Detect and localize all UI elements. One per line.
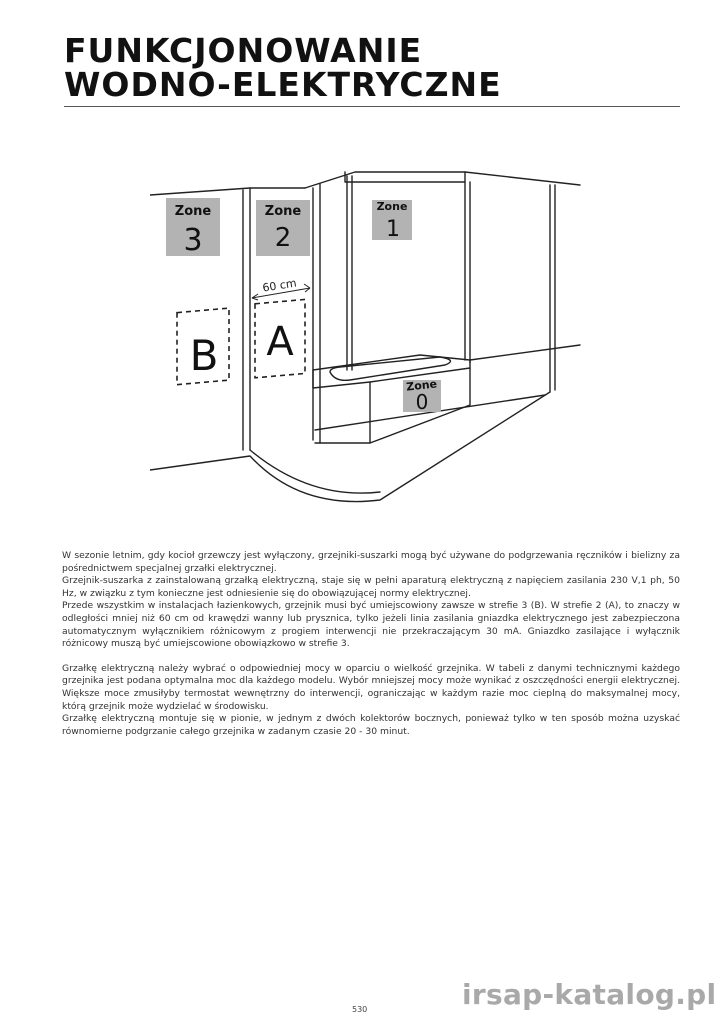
- zone-0-word: Zone: [405, 377, 438, 394]
- page-number: 530: [352, 1005, 368, 1014]
- paragraph-2: Grzejnik-suszarka z zainstalowaną grzałką elektryczną, staje się w pełni aparaturą elektryczną z napięciem zasilania 230 V,1 ph, 50 Hz, w związku z tym konieczne jest odniesienie się do obowiązującej normy elektrycznej.: [62, 575, 680, 599]
- zone-3-word: Zone: [174, 204, 212, 219]
- page-title: [64, 31, 684, 104]
- area-a-box: [255, 299, 305, 377]
- zone-2-number: 2: [274, 223, 292, 253]
- area-a-label: A: [266, 319, 294, 365]
- zone-0-plate: [403, 377, 441, 414]
- page-title-line-1: FUNKCJONOWANIE: [64, 31, 423, 70]
- zone-3-number: 3: [183, 223, 203, 258]
- paragraph-gap: [62, 651, 680, 663]
- zone-2-plate: [256, 200, 310, 256]
- area-b-box: [177, 308, 229, 385]
- title-divider: [64, 106, 680, 107]
- area-b-label: B: [189, 331, 219, 380]
- bathroom-zones-illustration: [150, 160, 600, 520]
- paragraph-3: Przede wszystkim w instalacjach łazienkowych, grzejnik musi być umiejscowiony zawsze w strefie 3 (B). W strefie 2 (A), to znaczy w odległości mniej niż 60 cm od krawędzi wanny lub prysznica, tylko jeżeli linia zasilania gniazdka elektrycznego jest zabezpieczona automatycznym wyłącznikiem różnicowym z progiem interwencji nie przekraczającym 30 mA. Gniazdko zasilające i wyłącznik różnicowy muszą być umiejscowione obowiązkowo w strefie 3.: [62, 600, 680, 650]
- paragraph-1: W sezonie letnim, gdy kocioł grzewczy jest wyłączony, grzejniki-suszarki mogą być używane do podgrzewania ręczników i bielizny za pośrednictwem specjalnej grzałki elektrycznej.: [62, 550, 680, 574]
- body-text: [62, 550, 680, 738]
- distance-label: 60 cm: [261, 276, 298, 295]
- zone-1-word: Zone: [376, 200, 408, 213]
- distance-indicator: [252, 276, 310, 300]
- zone-1-number: 1: [386, 217, 400, 242]
- zone-3-plate: [166, 198, 220, 258]
- zone-2-word: Zone: [264, 204, 302, 219]
- zone-1-plate: [372, 200, 412, 242]
- page-title-line-2: WODNO-ELEKTRYCZNE: [64, 65, 502, 104]
- paragraph-4: Grzałkę elektryczną należy wybrać o odpowiedniej mocy w oparciu o wielkość grzejnika. W tabeli z danymi technicznymi każdego grzejnika jest podana optymalna moc dla każdego modelu. Wybór mniejszej mocy może wynikać z oszczędności energii elektrycznej. Większe moce zmusiłyby termostat wewnętrzny do interwencji, ograniczając w każdym razie moc cieplną do maksymalnej mocy, którą grzejnik może wydzielać w środowisku.: [62, 662, 680, 712]
- zone-0-number: 0: [415, 390, 429, 414]
- watermark: irsap-katalog.pl: [462, 978, 717, 1011]
- paragraph-5: Grzałkę elektryczną montuje się w pionie, w jednym z dwóch kolektorów bocznych, ponieważ tylko w ten sposób można uzyskać równomierne podgrzanie całego grzejnika w zadanym czasie 20 - 30 minut.: [62, 713, 680, 737]
